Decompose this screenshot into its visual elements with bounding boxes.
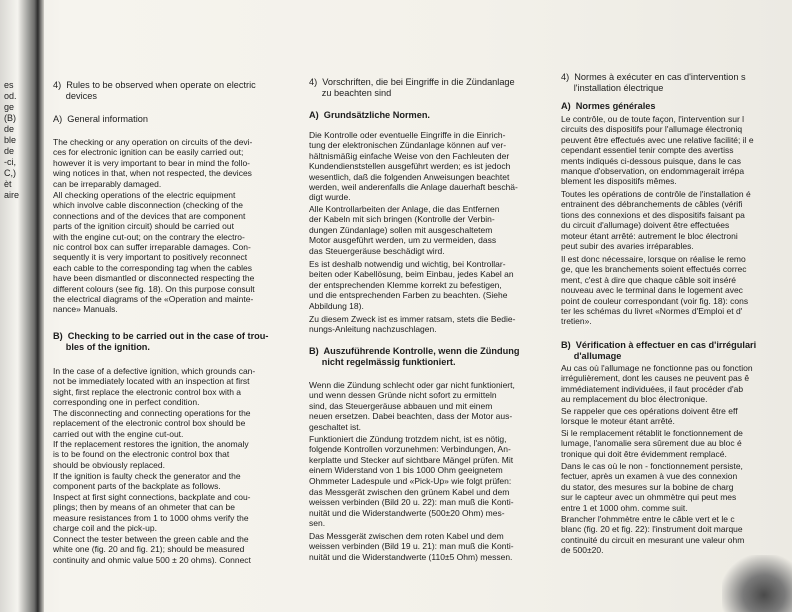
french-column bbox=[561, 0, 792, 612]
subsection-b-title: B) Auszuführende Kontrolle, wenn die Zündung nicht regelmässig funktioniert. bbox=[309, 346, 520, 367]
paragraph: Funktioniert die Zündung trotzdem nicht, ist es nötig, folgende Kontrollen vorzunehmen: Verbindungen, An- kerplatte und Stecker auf sichtbare Mängel prüfen. Mit einem Widerstand von 1 bis 1000 Ohm geeignetem Ohmmeter Ladespule und «Pick-Up» wie folgt prüfen: bbox=[309, 434, 514, 486]
paragraph: Se rappeler que ces opérations doivent être eff lorsque le moteur étant arrêté. bbox=[561, 406, 738, 427]
paragraph: Das Messgerät zwischen dem roten Kabel und dem weissen verbinden (Bild 19 u. 21): man muß die Konti- nuität und die Widerstandwerte (110±5 Ohm) messen. bbox=[309, 531, 514, 562]
paragraph: das Messgerät zwischen den grünem Kabel und dem weissen verbinden (Bild 20 u. 22): man muß die Konti- nuität und die Widerstandwerte (500±20 Ohm) mes- sen. bbox=[309, 487, 514, 529]
paragraph: If the ignition is faulty check the generator and the component parts of the backplate as follows. bbox=[53, 471, 241, 492]
section-title: 4) Rules to be observed when operate on electric devices bbox=[53, 80, 256, 101]
paragraph: Toutes les opérations de contrôle de l'installation é entrainent des débranchements de câbles (vérifi tions des connexions et des dispositifs faisant pa du circuit d'allumage) doivent être effectuées moteur étant arrêté: autrement le bloc électroni peut subir des avaries irréparables. bbox=[561, 189, 751, 252]
subsection-b-title: B) Vérification à effectuer en cas d'irrégulari d'allumage bbox=[561, 340, 757, 361]
subsection-a-title: A) Normes générales bbox=[561, 101, 656, 111]
section-title: 4) Normes à exécuter en cas d'intervention s l'installation électrique bbox=[561, 72, 746, 93]
paragraph: Alle Kontrollarbeiten der Anlage, die das Entfernen der Kabeln mit sich bringen (Kontrolle der Verbin- dungen Zündanlage) sollen mit ausgeschaltetem Motor ausgeführt werden, um zu vermeiden, dass das Steuergeräuse beschädigt wird. bbox=[309, 204, 500, 256]
paragraph: Au cas où l'allumage ne fonctionne pas ou fonction irrégulièrement, dont les causes ne peuvent pas ê immédiatement individuées, il faut procéder d'ab au remplacement du bloc électronique. bbox=[561, 363, 753, 405]
section-title: 4) Vorschriften, die bei Eingriffe in die Zündanlage zu beachten sind bbox=[309, 77, 515, 98]
paragraph: Wenn die Zündung schlecht oder gar nicht funktioniert, und wenn dessen Gründe nicht sofort zu ermitteln sind, das Steuergeräuse abbauen und mit einem neuen ersetzen. Dabei beachten, dass der Motor aus- geschaltet ist. bbox=[309, 380, 515, 432]
paragraph: Connect the tester between the green cable and the white one (fig. 20 and fig. 21); should be measured continuity and ohmic value 500 ± 20 ohms). Connect bbox=[53, 534, 251, 565]
paragraph: Zu diesem Zweck ist es immer ratsam, stets die Bedie- nungs-Anleitung nachzuschlagen. bbox=[309, 314, 516, 335]
paragraph: Si le remplacement rétablit le fonctionnement de lumage, l'anomalie sera sûrement due au bloc é tronique qui doit être évidemment remplacé. bbox=[561, 428, 743, 459]
paragraph: Es ist deshalb notwendig und wichtig, bei Kontrollar- beiten oder Kabellösung, beim Einbau, jedes Kabel an der entsprechenden Klemme korrekt zu befestigen, und die entsprechenden Farben zu beachten. (Siehe Abbildung 18). bbox=[309, 259, 514, 311]
subsection-a-title: A) General information bbox=[53, 114, 148, 124]
paragraph: Dans le cas où le non - fonctionnement persiste, fectuer, après un examen à vue des connexion du stator, des mesures sur la bobine de charg sur le capteur avec un ohmmètre qui peut mes entre 1 et 1000 ohm. comme suit. bbox=[561, 461, 743, 513]
paragraph: The disconnecting and connecting operations for the replacement of the electronic control box should be carried out with the engine cut-out. bbox=[53, 408, 251, 439]
paragraph: Le contrôle, ou de toute façon, l'intervention sur l circuits des dispositifs pour l'allumage électroniq peuvent être effectués avec une relative facilité; il e cependant essentiel tenir compte des avertiss ments indiqués ci-dessous puisque, dans le cas manque d'observation, on endommagerait irrépa blement les dispositifs mêmes. bbox=[561, 114, 754, 187]
english-column bbox=[53, 0, 298, 612]
previous-page-fragment: es od. ge (B) de ble de -ci, C,) èt aire bbox=[4, 80, 20, 200]
paragraph: Brancher l'ohmmètre entre le câble vert et le c blanc (fig. 20 et fig. 22): l'instrument doit marque continuité du circuit en mesurant une valeur ohm de 500±20. bbox=[561, 514, 745, 556]
paragraph: Inspect at first sight connections, backplate and cou- plings; then by means of an ohmeter that can be measure resistances from 1 to 1000 ohms verify the charge coil and the pick-up. bbox=[53, 492, 251, 534]
paragraph: Il est donc nécessaire, lorsque on réalise le remo ge, que les branchements soient effectués correc ment, c'est à dire que chaque câble soit inséré nouveau avec le terminal dans le logement avec point de couleur correspondant (voir fig. 18): cons ter les schémas du livret «Normes d'Emploi et d' tretien». bbox=[561, 254, 749, 327]
german-column bbox=[309, 0, 554, 612]
scan-smudge bbox=[722, 555, 792, 612]
paragraph: Die Kontrolle oder eventuelle Eingriffe in die Einrich- tung der elektronischen Zündanlage können auf ver- hältnismäßig einfache Weise von den Fachleuten der Kundendienststellen ausgeführt werden; es ist jedoch wesentlich, daß die folgenden Anweisungen beachtet werden, weil anderenfalls die Anlage dauerhaft beschä- digt wurde. bbox=[309, 130, 518, 203]
paragraph: In the case of a defective ignition, which grounds can- not be immediately located with an inspection at first sight, first replace the electronic control box with a corresponding one in perfect condition. bbox=[53, 366, 256, 408]
paragraph: The checking or any operation on circuits of the devi- ces for electronic ignition can be easily carried out; however it is very important to bear in mind the follo- wing notices in that, when not respected, the devices can be irreparably damaged. bbox=[53, 137, 253, 189]
subsection-b-title: B) Checking to be carried out in the case of trou- bles of the ignition. bbox=[53, 331, 269, 352]
subsection-a-title: A) Grundsätzliche Normen. bbox=[309, 110, 430, 120]
binding-gutter bbox=[0, 0, 44, 612]
paragraph: All checking operations of the electric equipment which involve cable disconnection (checking of the connections and of the devices that are component parts of the ignition circuit) should be carried out with the engine cut-out; on the contrary the electro- nic control box can suffer irreparable damages. Con- sequently it is very important to positively reconnect each cable to the corresponding tag when the cables have been dismantled or disconnected respecting the different colours (see fig. 18). On this purpose consult the electrical diagrams of the «Operation and mainte- nance» Manuals. bbox=[53, 190, 255, 315]
paragraph: If the replacement restores the ignition, the anomaly is to be found on the electronic control box that should be obviously replaced. bbox=[53, 439, 249, 470]
